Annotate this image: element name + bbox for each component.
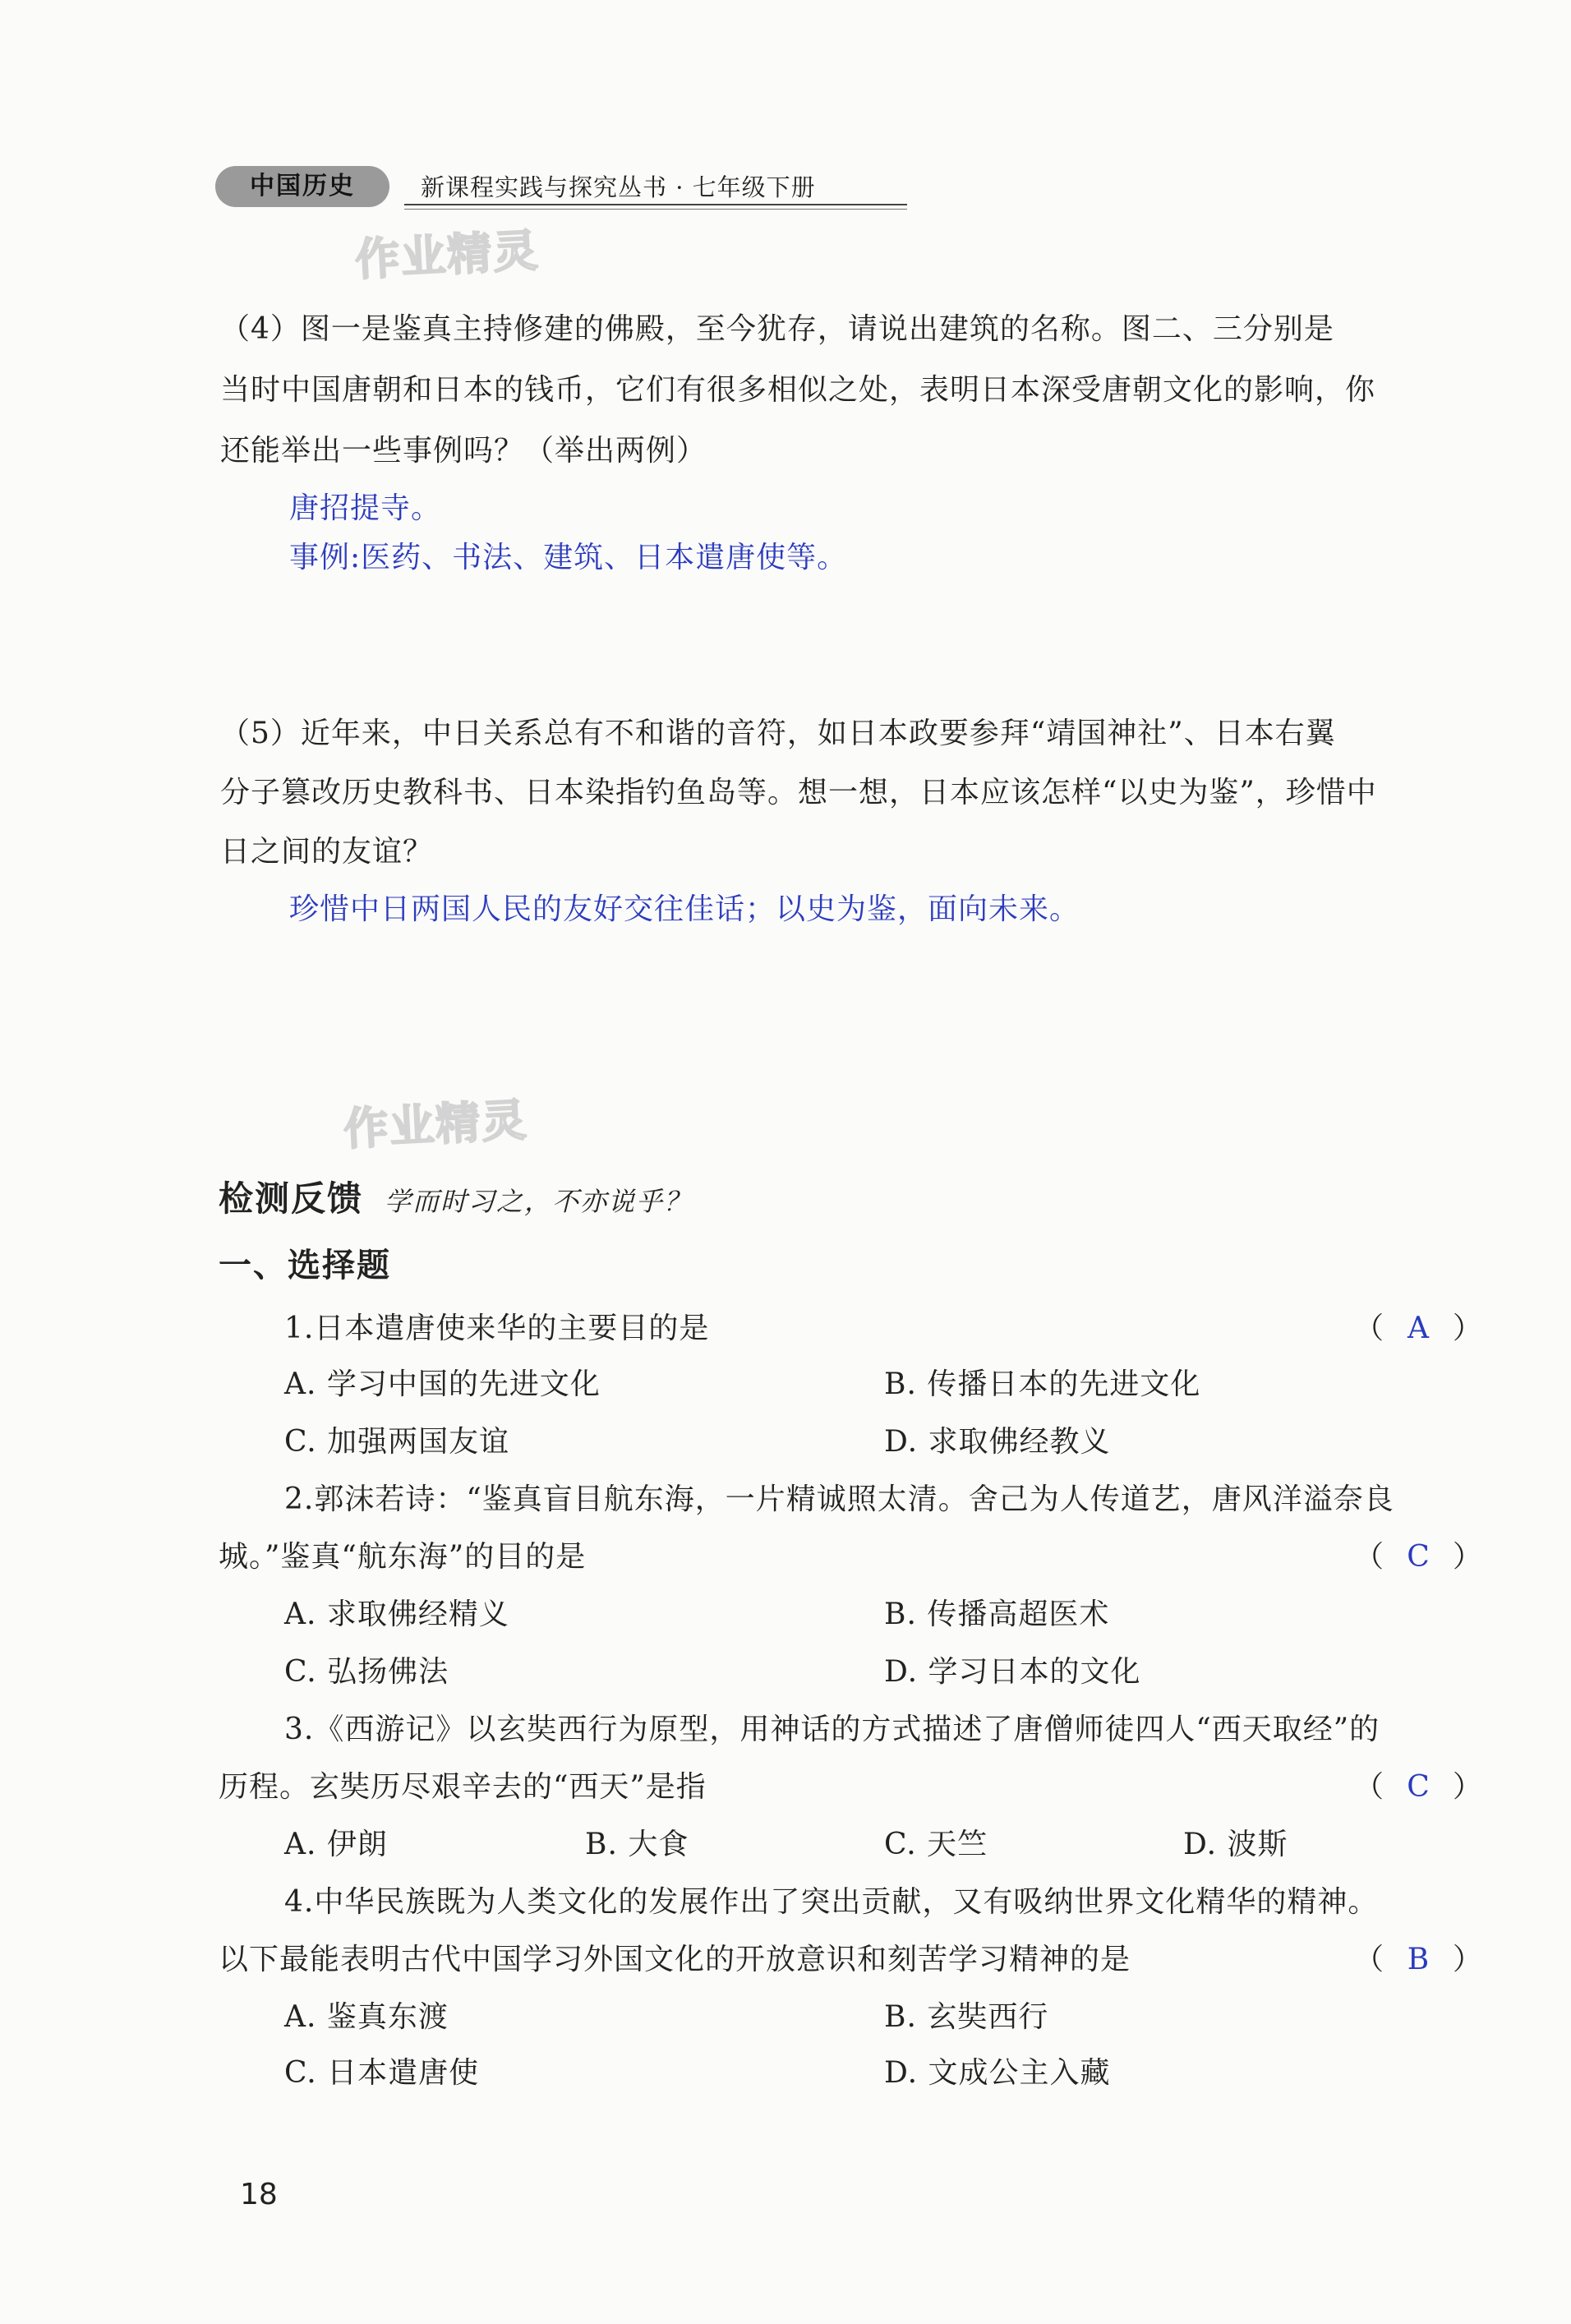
subject-badge: 中国历史 [215,166,389,207]
question-3-answer-box: （ C ） [1354,1770,1483,1804]
question-1-option-a: A. 学习中国的先进文化 [284,1367,601,1401]
question-4-option-d: D. 文成公主入藏 [884,2056,1111,2090]
question-4-stem-1: 4.中华民族既为人类文化的发展作出了突出贡献，又有吸纳世界文化精华的精神。 [284,1885,1379,1919]
q5-answer: 珍惜中日两国人民的友好交往佳话；以史为鉴，面向未来。 [289,892,1080,926]
q4-line-3: 还能举出一些事例吗？（举出两例） [220,434,707,468]
question-2-option-d: D. 学习日本的文化 [884,1655,1141,1689]
question-1-option-d: D. 求取佛经教义 [884,1425,1111,1459]
q4-line-1: （4）图一是鉴真主持修建的佛殿，至今犹存，请说出建筑的名称。图二、三分别是 [220,312,1334,346]
question-1-answer: A [1407,1312,1430,1345]
question-3-option-d: D. 波斯 [1183,1828,1288,1861]
question-1-option-c: C. 加强两国友谊 [284,1425,510,1459]
choice-heading: 一、选择题 [219,1247,391,1284]
question-2-option-c: C. 弘扬佛法 [284,1655,449,1689]
question-3-option-b: B. 大食 [585,1828,689,1861]
question-3-answer: C [1407,1770,1430,1804]
page-number: 18 [240,2178,278,2211]
question-1-option-b: B. 传播日本的先进文化 [884,1367,1201,1401]
question-2-option-a: A. 求取佛经精义 [284,1598,509,1631]
section-motto: 学而时习之，不亦说乎？ [385,1186,693,1217]
q5-line-1: （5）近年来，中日关系总有不和谐的音符，如日本政要参拜“靖国神社”、日本右翼 [220,717,1336,750]
question-2-stem-1: 2.郭沫若诗：“鉴真盲目航东海，一片精诚照太清。舍己为人传道艺，唐风洋溢奈良 [284,1482,1394,1516]
question-4-stem-2: 以下最能表明古代中国学习外国文化的开放意识和刻苦学习精神的是 [219,1943,1131,1976]
series-title: 新课程实践与探究丛书 · 七年级下册 [421,173,816,201]
section-heading [219,1172,692,1221]
question-4-option-a: A. 鉴真东渡 [284,2000,449,2034]
question-3-option-c: C. 天竺 [884,1828,988,1861]
header-rule [404,204,907,205]
q4-answer-2: 事例:医药、书法、建筑、日本遣唐使等。 [289,541,848,574]
question-3-stem-1: 3.《西游记》以玄奘西行为原型，用神话的方式描述了唐僧师徒四人“西天取经”的 [284,1713,1380,1746]
header-rule-thin [404,209,907,210]
page-header [215,161,907,210]
q4-answer-1: 唐招提寺。 [289,491,442,525]
q5-line-3: 日之间的友谊？ [220,835,434,869]
q5-line-2: 分子篡改历史教科书、日本染指钓鱼岛等。想一想，日本应该怎样“以史为鉴”，珍惜中 [220,776,1377,809]
question-3-option-a: A. 伊朗 [284,1828,388,1861]
question-2-stem-2: 城。”鉴真“航东海”的目的是 [219,1540,587,1574]
question-2-answer-box: （ C ） [1354,1540,1483,1574]
question-4-option-c: C. 日本遣唐使 [284,2056,480,2090]
watermark-logo-2: 作业精灵 [342,1094,529,1155]
question-3-stem-2: 历程。玄奘历尽艰辛去的“西天”是指 [219,1770,707,1804]
question-4-answer-box: （ B ） [1354,1943,1483,1976]
section-title: 检测反馈 [219,1178,364,1219]
question-4-answer: B [1407,1943,1430,1976]
question-2-answer: C [1407,1540,1430,1574]
question-1-answer-box: （ A ） [1354,1312,1483,1345]
q4-line-2: 当时中国唐朝和日本的钱币，它们有很多相似之处，表明日本深受唐朝文化的影响，你 [220,373,1376,407]
question-1-stem: 1.日本遣唐使来华的主要目的是 [284,1312,710,1345]
question-2-option-b: B. 传播高超医术 [884,1598,1110,1631]
watermark-logo: 作业精灵 [353,224,541,286]
question-4-option-b: B. 玄奘西行 [884,2000,1049,2034]
